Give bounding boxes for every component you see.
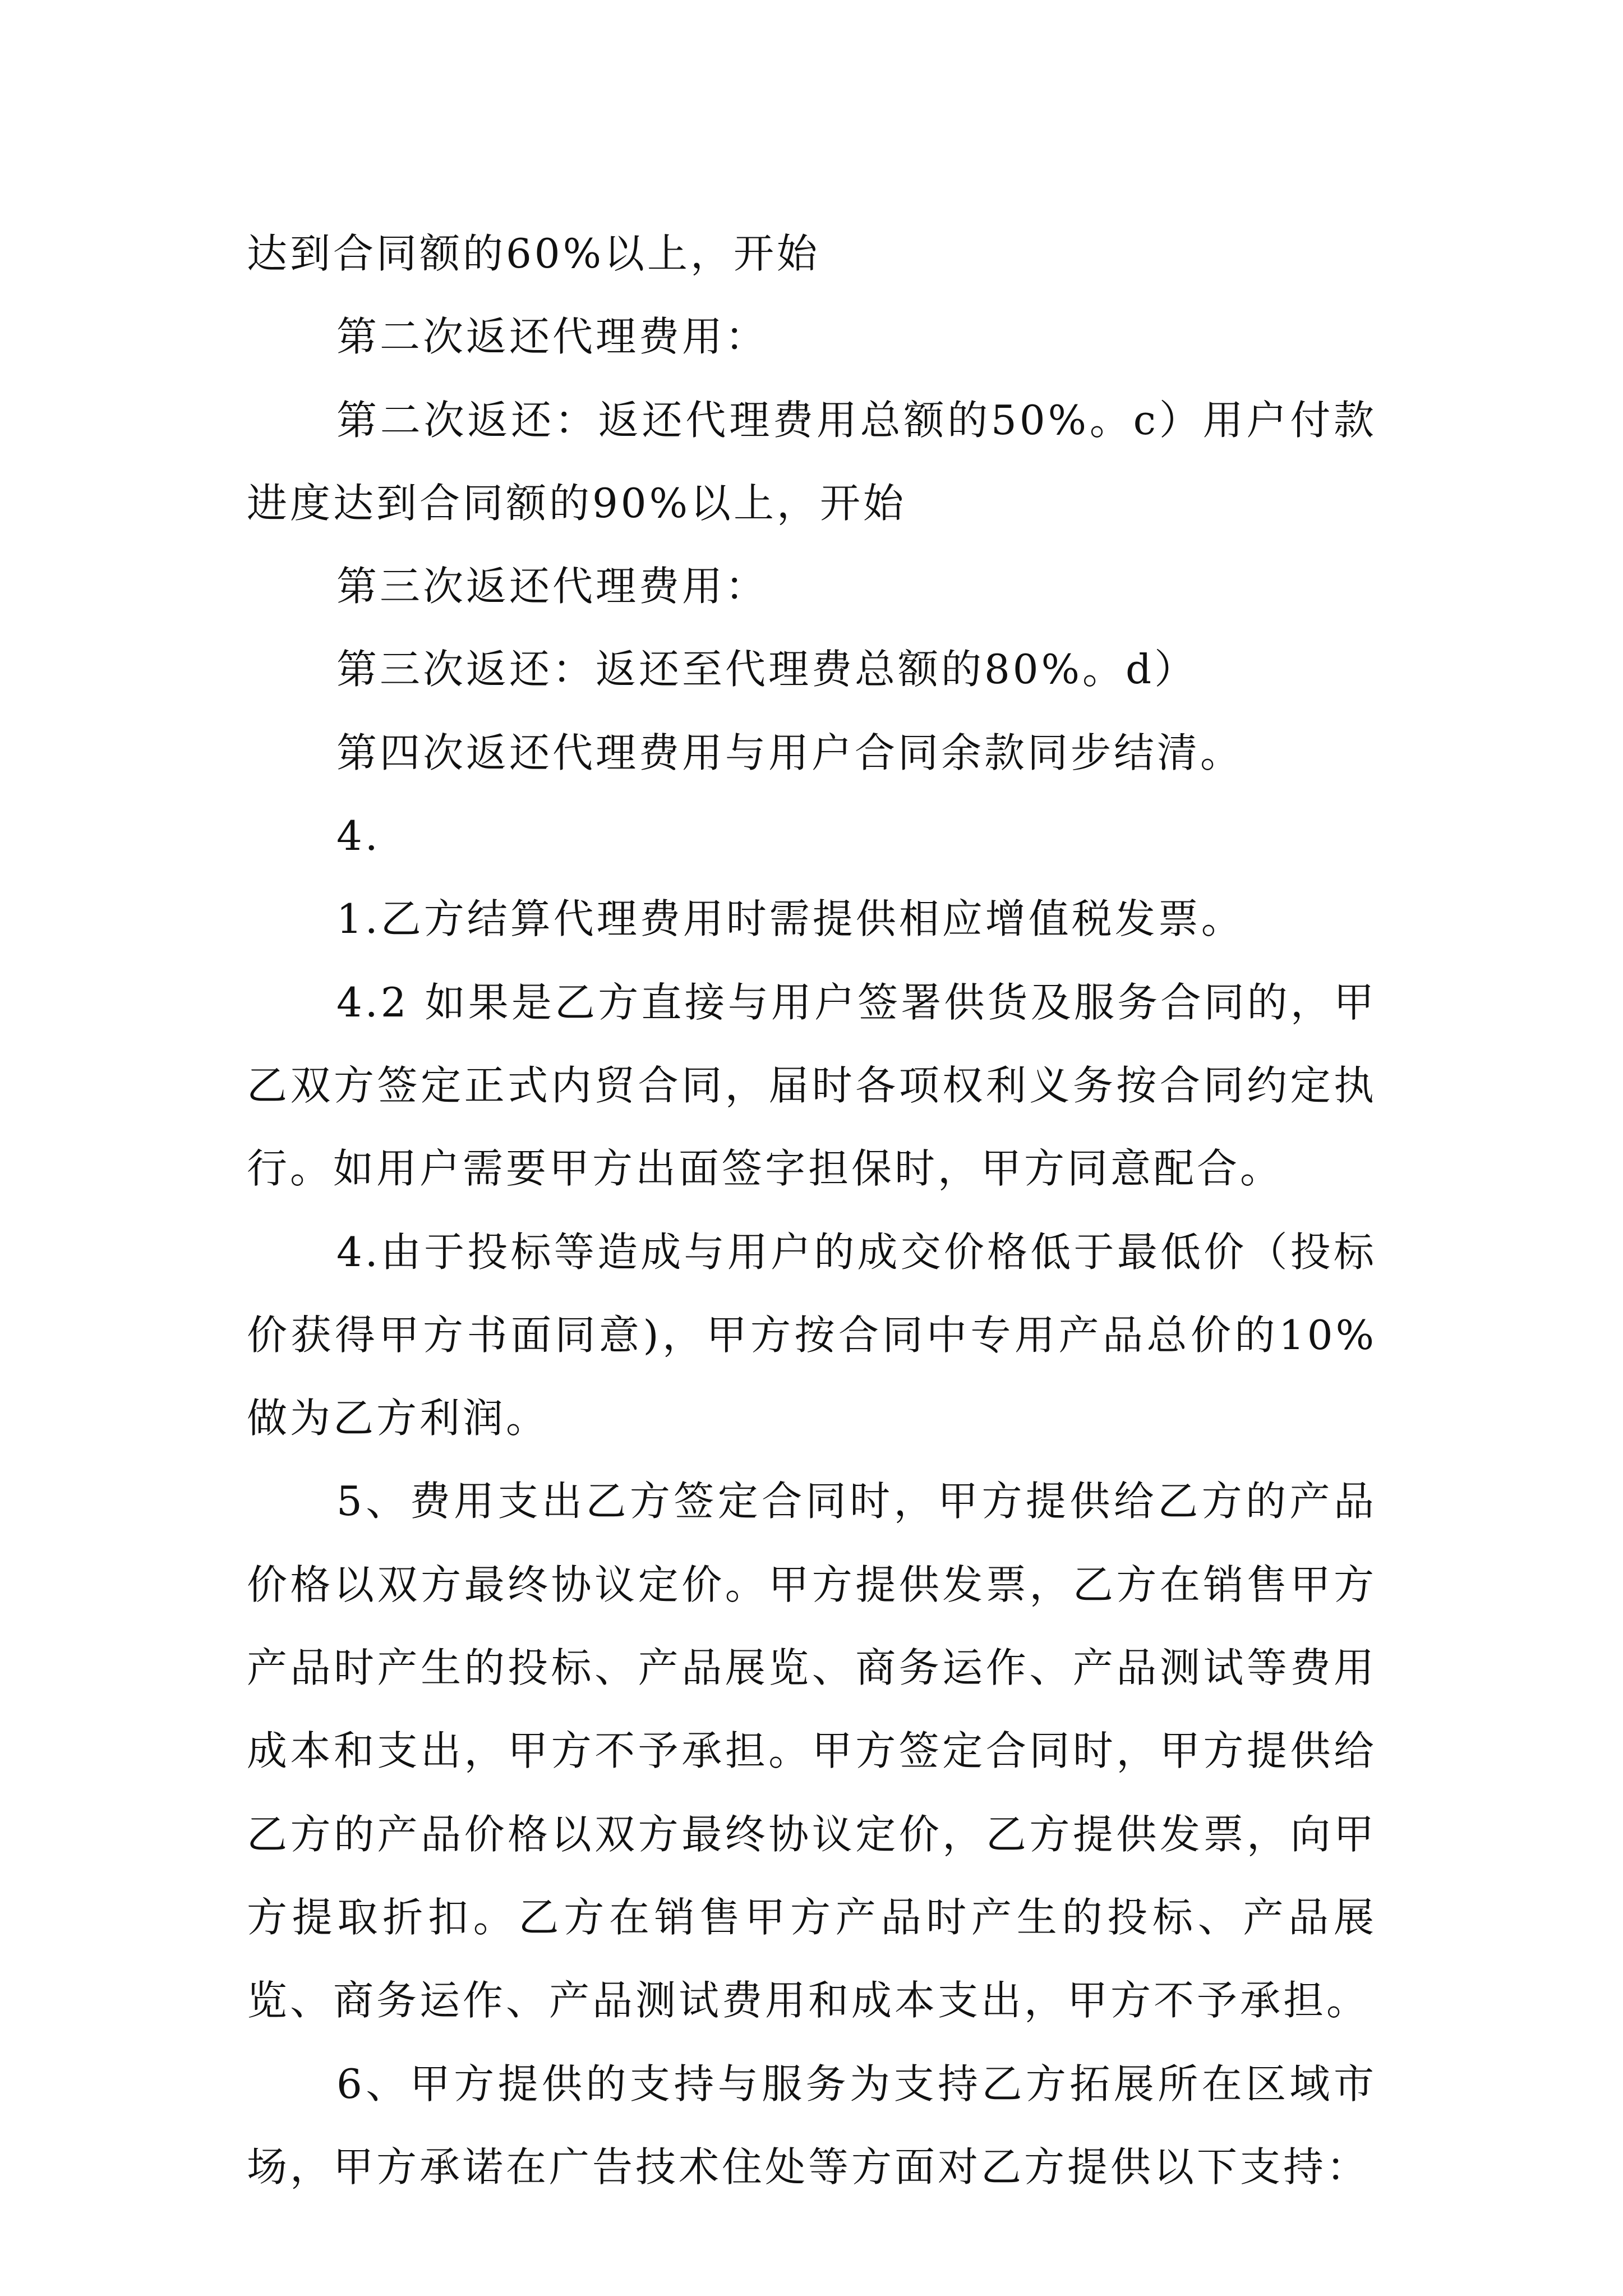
- paragraph: 第四次返还代理费用与用户合同余款同步结清。: [336, 729, 1244, 776]
- paragraph: 第三次返还代理费用：: [336, 563, 769, 610]
- paragraph: 第二次返还：返还代理费用总额的50%。c）用户付款进度达到合同额的90%以上，开始: [247, 396, 1377, 527]
- paragraph: 第三次返还：返还至代理费总额的80%。d）: [336, 646, 1198, 693]
- paragraph: 1.乙方结算代理费用时需提供相应增值税发票。: [336, 895, 1244, 943]
- paragraph: 4.2 如果是乙方直接与用户签署供货及服务合同的，甲乙双方签定正式内贸合同，届时各项权利义务按合同约定执行。如用户需要甲方出面签字担保时，甲方同意配合。: [247, 978, 1377, 1193]
- paragraph: 6、甲方提供的支持与服务为支持乙方拓展所在区域市场，甲方承诺在广告技术住处等方面对乙方提供以下支持：: [247, 2060, 1377, 2191]
- paragraph: 5、费用支出乙方签定合同时，甲方提供给乙方的产品价格以双方最终协议定价。甲方提供发票，乙方在销售甲方产品时产生的投标、产品展览、商务运作、产品测试等费用成本和支出，甲方不予承担。甲方签定合同时，甲方提供给乙方的产品价格以双方最终协议定价，乙方提供发票，向甲方提取折扣。乙方在销售甲方产品时产生的投标、产品展览、商务运作、产品测试费用和成本支出，甲方不予承担。: [247, 1478, 1377, 2024]
- paragraph: 第二次返还代理费用：: [336, 313, 769, 361]
- paragraph: 4.由于投标等造成与用户的成交价格低于最低价（投标价获得甲方书面同意)，甲方按合同中专用产品总价的10%做为乙方利润。: [247, 1228, 1377, 1442]
- paragraph: 4.: [336, 812, 381, 860]
- paragraph: 达到合同额的60%以上，开始: [247, 230, 820, 277]
- document-body: [247, 212, 1377, 2208]
